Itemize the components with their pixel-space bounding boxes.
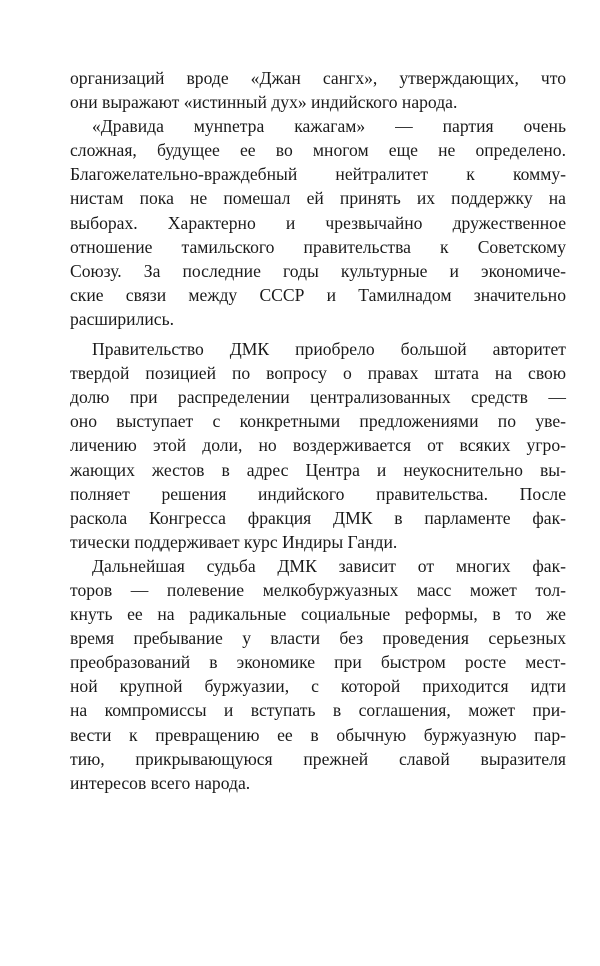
text-line: тию, прикрывающуюся прежней славой выразителя (70, 748, 566, 769)
text-line: личению этой доли, но воздерживается от всяких угро- (70, 435, 566, 456)
text-line: расширились. (70, 308, 175, 329)
text-line: Дальнейшая судьба ДМК зависит от многих фак- (92, 555, 566, 576)
text-line: ной крупной буржуазии, с которой приходится идти (70, 676, 566, 697)
text-line: торов — полевение мелкобуржуазных масс может тол- (70, 579, 566, 600)
text-line: кнуть ее на радикальные социальные реформы, в то же (70, 604, 566, 625)
text-line: они выражают «истинный дух» индийского народа. (70, 92, 458, 113)
text-line: организаций вроде «Джан сангх», утверждающих, что (70, 68, 566, 88)
text-line: Правительство ДМК приобрело большой авторитет (92, 339, 566, 360)
text-line: Благожелательно-враждебный нейтралитет к комму- (70, 164, 566, 185)
text-line: раскола Конгресса фракция ДМК в парламенте фак- (70, 507, 566, 528)
paragraph-1 (70, 66, 566, 114)
text-line: сложная, будущее ее во многом еще не определено. (70, 140, 566, 161)
text-line: интересов всего народа. (70, 772, 251, 793)
text-line: полняет решения индийского правительства. После (70, 483, 566, 504)
text-line: «Дравида мунnетра кажагам» — партия очень (92, 116, 566, 137)
text-line: нистам пока не помешал ей принять их поддержку на (70, 188, 566, 209)
text-line: ские связи между СССР и Тамилнадом значительно (70, 284, 566, 305)
body-text (70, 66, 566, 795)
text-line: вести к превращению ее в обычную буржуазную пар- (70, 724, 566, 745)
text-line: преобразований в экономике при быстром росте мест- (70, 652, 566, 673)
text-line: выборах. Характерно и чрезвычайно дружественное (70, 212, 566, 233)
text-line: Союзу. За последние годы культурные и экономиче- (70, 260, 566, 281)
text-line: долю при распределении централизованных средств — (70, 387, 566, 408)
text-line: тически поддерживает курс Индиры Ганди. (70, 531, 398, 552)
text-line: на компромиссы и вступать в соглашения, может при- (70, 700, 566, 721)
text-line: жающих жестов в адрес Центра и неукоснительно вы- (70, 459, 566, 480)
text-line: оно выступает с конкретными предложениями по уве- (70, 411, 566, 432)
paragraph-3 (70, 337, 566, 554)
paragraph-2 (70, 114, 566, 331)
text-line: твердой позицией по вопросу о правах штата на свою (70, 363, 566, 384)
text-line: отношение тамильского правительства к Советскому (70, 236, 566, 257)
text-line: время пребывание у власти без проведения серьезных (70, 628, 566, 649)
paragraph-4 (70, 554, 566, 795)
